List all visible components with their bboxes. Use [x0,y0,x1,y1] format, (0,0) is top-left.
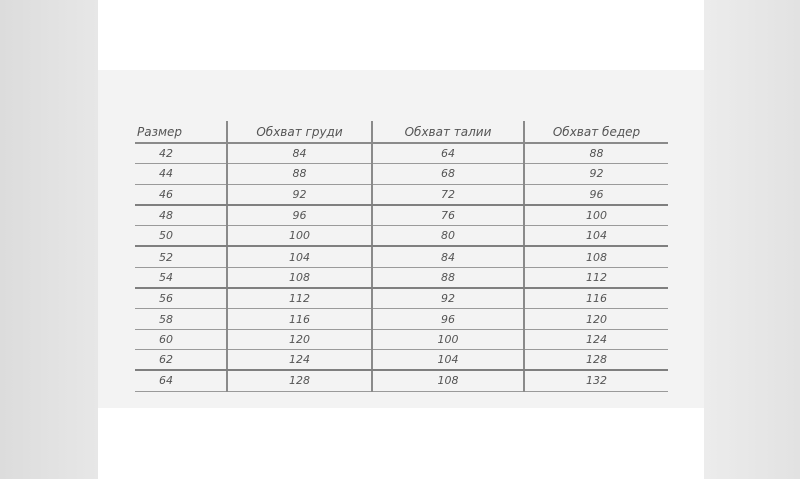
left-background [0,0,98,479]
table-body [135,143,668,391]
cell-size: 42 [135,143,227,164]
table-row [135,205,668,226]
cell-hips: 128 [524,349,668,370]
cell-size: 62 [135,349,227,370]
table-row [135,164,668,184]
cell-chest: 112 [227,288,372,309]
cell-hips: 100 [524,205,668,226]
table-row [135,184,668,205]
cell-chest: 88 [227,164,372,184]
table-row [135,349,668,370]
table-row [135,246,668,267]
cell-hips: 96 [524,184,668,205]
table-row [135,267,668,288]
cell-chest: 116 [227,309,372,329]
table-header-row [135,121,668,143]
cell-hips: 120 [524,309,668,329]
cell-size: 54 [135,267,227,288]
cell-waist: 76 [372,205,524,226]
cell-waist: 104 [372,349,524,370]
cell-chest: 100 [227,226,372,247]
cell-hips: 88 [524,143,668,164]
cell-size: 52 [135,246,227,267]
header-chest: Обхват груди [227,121,372,143]
cell-waist: 84 [372,246,524,267]
table-row [135,309,668,329]
cell-size: 64 [135,370,227,391]
cell-waist: 100 [372,329,524,349]
cell-size: 44 [135,164,227,184]
table-row [135,370,668,391]
table-area [98,70,704,408]
cell-hips: 132 [524,370,668,391]
cell-waist: 92 [372,288,524,309]
cell-chest: 96 [227,205,372,226]
cell-size: 50 [135,226,227,247]
cell-size: 56 [135,288,227,309]
size-table [135,121,668,392]
header-hips: Обхват бедер [524,121,668,143]
right-background [704,0,800,479]
cell-waist: 80 [372,226,524,247]
cell-size: 58 [135,309,227,329]
table-row [135,288,668,309]
cell-hips: 124 [524,329,668,349]
cell-chest: 92 [227,184,372,205]
cell-waist: 72 [372,184,524,205]
cell-waist: 64 [372,143,524,164]
table-row [135,143,668,164]
header-waist: Обхват талии [372,121,524,143]
cell-chest: 120 [227,329,372,349]
cell-hips: 112 [524,267,668,288]
page-bottom-margin [98,408,704,479]
cell-chest: 128 [227,370,372,391]
document-page [98,0,704,479]
cell-waist: 68 [372,164,524,184]
cell-waist: 88 [372,267,524,288]
cell-size: 60 [135,329,227,349]
page-top-margin [98,0,704,70]
cell-chest: 84 [227,143,372,164]
cell-hips: 104 [524,226,668,247]
table-row [135,226,668,247]
table-row [135,329,668,349]
cell-chest: 124 [227,349,372,370]
cell-chest: 108 [227,267,372,288]
cell-chest: 104 [227,246,372,267]
cell-size: 48 [135,205,227,226]
cell-hips: 116 [524,288,668,309]
cell-hips: 92 [524,164,668,184]
cell-size: 46 [135,184,227,205]
cell-waist: 108 [372,370,524,391]
cell-hips: 108 [524,246,668,267]
cell-waist: 96 [372,309,524,329]
header-size: Размер [135,121,227,143]
